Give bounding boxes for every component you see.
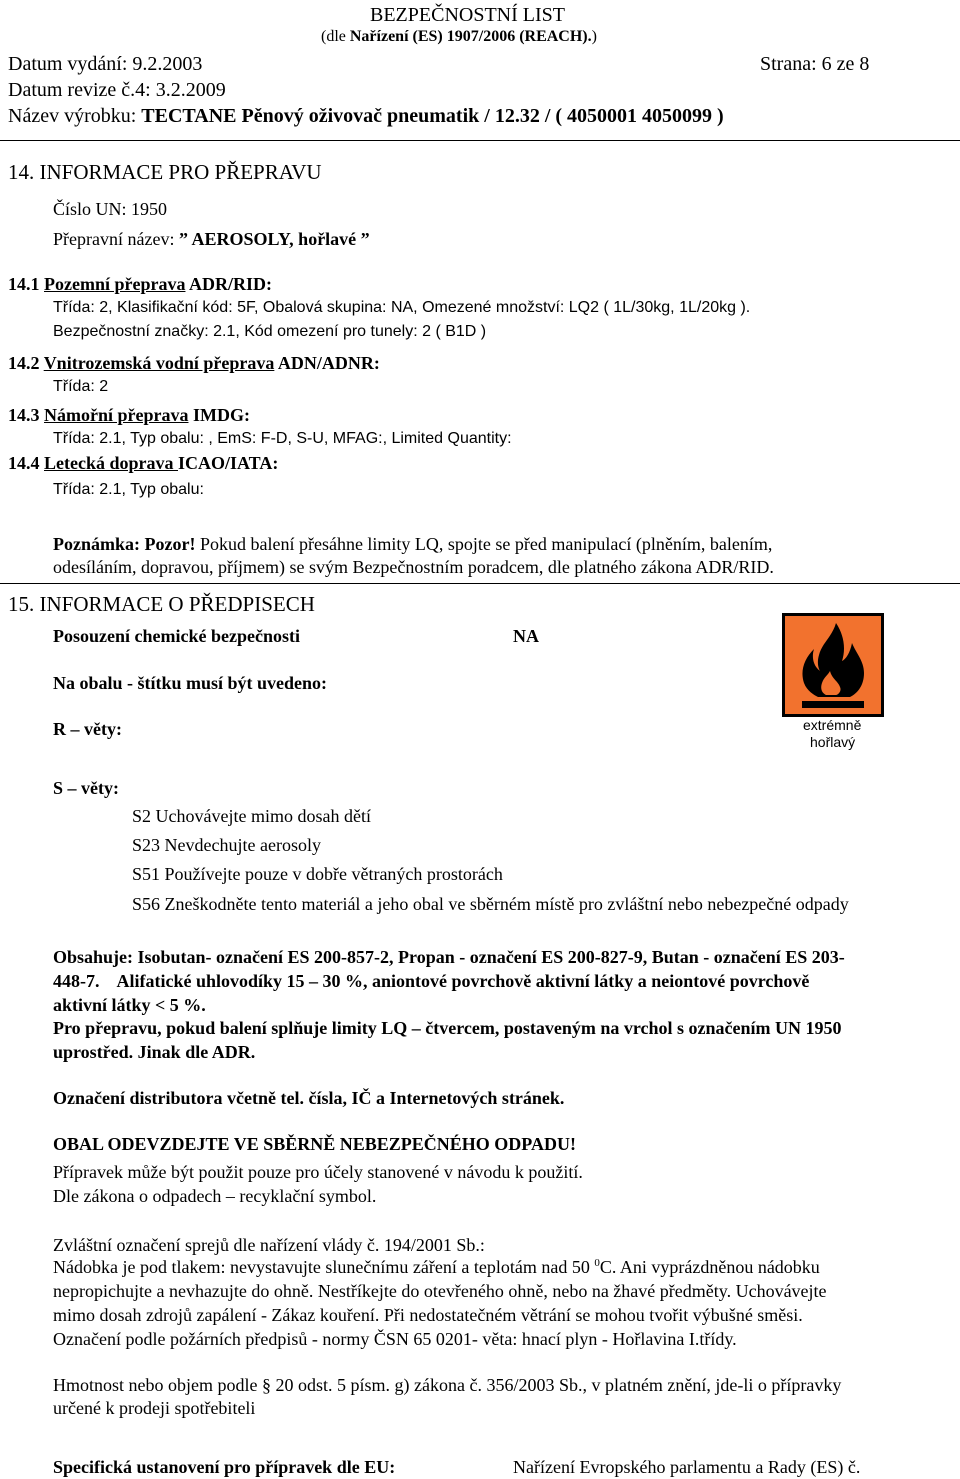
eu-provisions-label: Specifická ustanovení pro přípravek dle EU: xyxy=(53,1457,396,1477)
s-phrases-label: S – věty: xyxy=(53,778,119,798)
contains-line-2: 448-7. Alifatické uhlovodíky 15 – 30 %, aniontové povrchově aktivní látky a neiontové povrchově xyxy=(53,971,810,991)
s141-line-2: Bezpečnostní značky: 2.1, Kód omezení pro tunely: 2 ( B1D ) xyxy=(53,323,487,340)
spray-line-1 xyxy=(53,1256,820,1278)
product-value: TECTANE Pěnový oživovač pneumatik / 12.32 / ( 4050001 4050099 ) xyxy=(141,105,724,127)
label-requirement: Na obalu - štítku musí být uvedeno: xyxy=(53,673,328,693)
s141-number: 14.1 xyxy=(8,274,44,294)
s-phrase-item: S56 Zneškodněte tento materiál a jeho obal ve sběrném místě pro zvláštní nebo nebezpečné odpady xyxy=(132,894,849,914)
section-14-title: 14. INFORMACE PRO PŘEPRAVU xyxy=(8,160,322,184)
spray-line-2: nepropichujte a nevhazujte do ohně. Nestříkejte do otevřeného ohně, nebo na žhavé předměty. Uchovávejte xyxy=(53,1281,827,1301)
s-phrase-item: S2 Uchovávejte mimo dosah dětí xyxy=(132,806,371,826)
distributor-note: Označení distributora včetně tel. čísla, IČ a Internetových stránek. xyxy=(53,1088,565,1108)
contains-line-1: Obsahuje: Isobutan- označení ES 200-857-2, Propan - označení ES 200-827-9, Butan - označení ES 203- xyxy=(53,947,845,967)
s141-rest: ADR/RID: xyxy=(185,274,272,294)
mass-line-1: Hmotnost nebo objem podle § 20 odst. 5 písm. g) zákona č. 356/2003 Sb., v platném znění, jde-li o přípravky xyxy=(53,1375,842,1395)
s142-number: 14.2 xyxy=(8,353,44,373)
waste-line-2: Dle zákona o odpadech – recyklační symbol. xyxy=(53,1186,377,1206)
revision-date: Datum revize č.4: 3.2.2009 xyxy=(8,79,226,101)
note-text-1: Pokud balení přesáhne limity LQ, spojte se před manipulací (plněním, balením, xyxy=(195,534,773,554)
s141-line-1: Třída: 2, Klasifikační kód: 5F, Obalová skupina: NA, Omezené množství: LQ2 ( 1L/30kg, 1L/20kg ). xyxy=(53,299,751,316)
hazard-caption-2: hořlavý xyxy=(810,734,856,750)
flammable-hazard-pictogram xyxy=(782,613,884,717)
transport-note-line-2: odesíláním, dopravou, příjmem) se svým Bezpečnostním poradcem, dle platného zákona ADR/RID. xyxy=(53,557,774,577)
s142-rest: ADN/ADNR: xyxy=(274,353,380,373)
s144-rest: ICAO/IATA: xyxy=(178,453,279,473)
issue-date: Datum vydání: 9.2.2003 xyxy=(8,53,203,75)
r-phrases-label: R – věty: xyxy=(53,719,122,739)
product-name xyxy=(8,104,724,128)
transport-lq-line-1: Pro přepravu, pokud balení splňuje limity LQ – čtvercem, postaveným na vrchol s označením UN 1950 xyxy=(53,1018,842,1038)
section-14-1-heading xyxy=(8,273,272,295)
flame-icon xyxy=(782,613,884,717)
s143-underlined: Námořní přeprava xyxy=(44,405,189,425)
mass-line-2: určené k prodeji spotřebiteli xyxy=(53,1398,256,1418)
spray-line-1a: Nádobka je pod tlakem: nevystavujte slunečnímu záření a teplotám nad 50 xyxy=(53,1257,595,1277)
contains-line-3: aktivní látky < 5 %. xyxy=(53,995,206,1015)
product-label: Název výrobku: xyxy=(8,105,142,127)
subtitle-post: ) xyxy=(591,28,597,45)
s-phrase-item: S51 Používejte pouze v dobře větraných prostorách xyxy=(132,864,503,884)
spray-title: Zvláštní označení sprejů dle nařízení vlády č. 194/2001 Sb.: xyxy=(53,1235,485,1255)
s-phrase-item: S23 Nevdechujte aerosoly xyxy=(132,835,321,855)
hazard-caption-1: extrémně xyxy=(803,717,862,733)
transport-lq-line-2: uprostřed. Jinak dle ADR. xyxy=(53,1042,256,1062)
degree-sup: 0 xyxy=(594,1257,600,1269)
s142-line-1: Třída: 2 xyxy=(53,378,109,395)
eu-provisions-value: Nařízení Evropského parlamentu a Rady (ES) č. xyxy=(513,1457,861,1477)
section-14-4-heading xyxy=(8,452,278,474)
s144-underlined: Letecká doprava xyxy=(44,453,178,473)
s144-number: 14.4 xyxy=(8,453,44,473)
waste-title: OBAL ODEVZDEJTE VE SBĚRNĚ NEBEZPEČNÉHO ODPADU! xyxy=(53,1134,576,1154)
subtitle-regulation: Nařízení (ES) 1907/2006 (REACH). xyxy=(349,28,592,45)
chem-assessment-label: Posouzení chemické bezpečnosti xyxy=(53,626,300,646)
header-divider xyxy=(0,140,960,141)
transport-name xyxy=(53,228,370,250)
waste-line-1: Přípravek může být použit pouze pro účely stanovené v návodu k použití. xyxy=(53,1162,583,1182)
s141-underlined: Pozemní přeprava xyxy=(44,274,186,294)
spray-line-3: mimo dosah zdrojů zapálení - Zákaz kouření. Při nedostatečném větrání se mohou tvořit výbušné směsi. xyxy=(53,1305,803,1325)
subtitle-pre: (dle xyxy=(321,28,350,45)
transport-note-line-1 xyxy=(53,533,772,555)
s143-line-1: Třída: 2.1, Typ obalu: , EmS: F-D, S-U, MFAG:, Limited Quantity: xyxy=(53,430,512,447)
spray-line-1b: C. Ani vyprázdněnou nádobku xyxy=(599,1257,820,1277)
spray-line-4: Označení podle požárních předpisů - normy ČSN 65 0201- věta: hnací plyn - Hořlavina I.třídy. xyxy=(53,1329,737,1349)
section-14-2-heading xyxy=(8,352,380,374)
transport-name-label: Přepravní název: xyxy=(53,229,179,249)
section-15-title: 15. INFORMACE O PŘEDPISECH xyxy=(8,592,315,616)
transport-name-value: ” AEROSOLY, hořlavé ” xyxy=(178,229,370,249)
s143-rest: IMDG: xyxy=(188,405,250,425)
s144-line-1: Třída: 2.1, Typ obalu: xyxy=(53,481,204,498)
document-title: BEZPEČNOSTNÍ LIST xyxy=(370,4,565,26)
un-number: Číslo UN: 1950 xyxy=(53,199,168,219)
page-number: Strana: 6 ze 8 xyxy=(760,53,870,75)
document-subtitle xyxy=(321,28,597,46)
section-divider xyxy=(0,583,960,584)
section-14-3-heading xyxy=(8,404,250,426)
s142-underlined: Vnitrozemská vodní přeprava xyxy=(43,353,275,373)
s143-number: 14.3 xyxy=(8,405,44,425)
chem-assessment-value: NA xyxy=(513,626,539,646)
note-label: Poznámka: Pozor! xyxy=(53,534,196,554)
